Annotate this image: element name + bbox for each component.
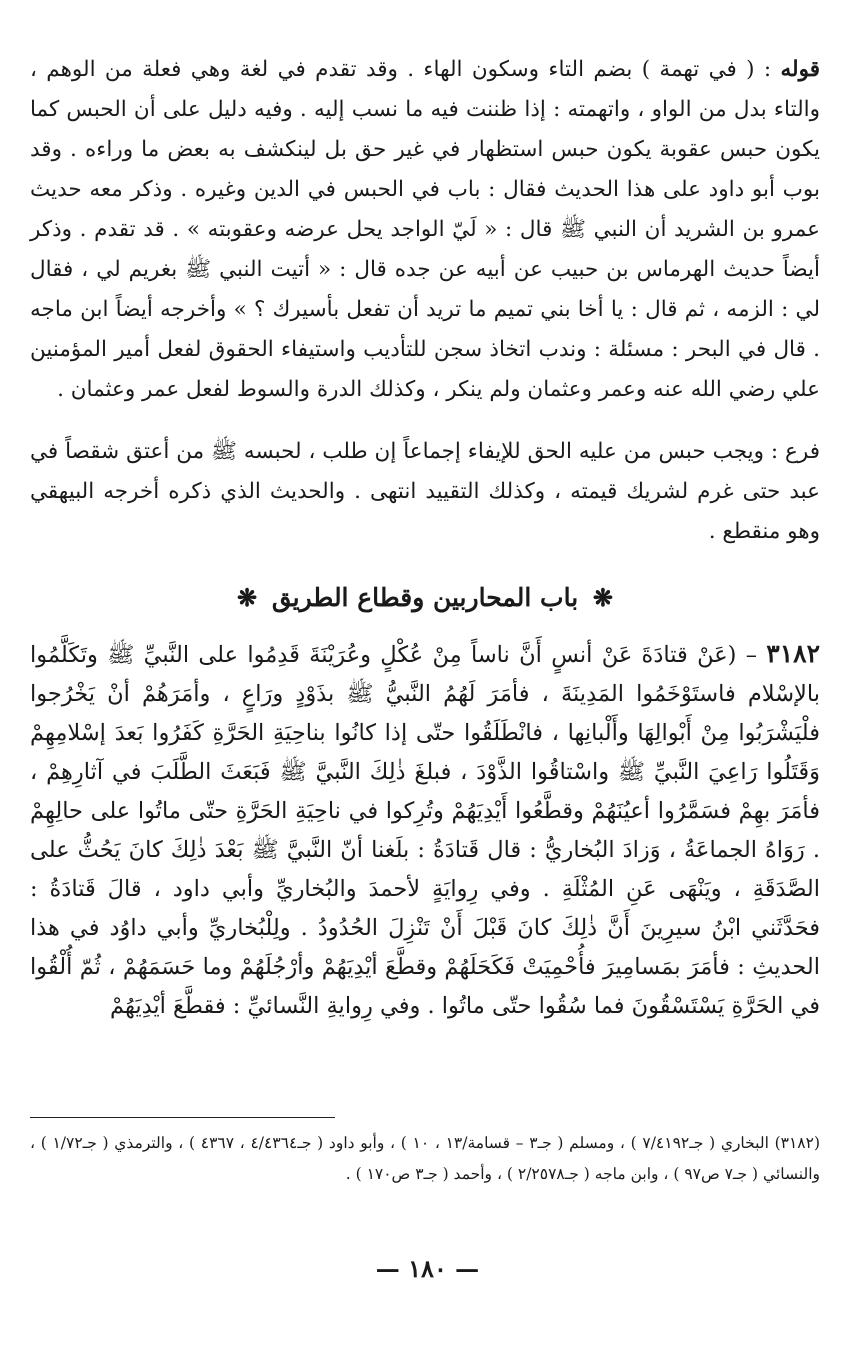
hadith-text: – (عَنْ قتادَةَ عَنْ أنسٍ أَنَّ ناساً مِنْ عُكْلٍ وعُرَيْنَةَ قَدِمُوا على النَّبيِّ ﷺ وتَكَلَّمُوا بالإسْلام فاستَوْخَمُوا المَدِينَةَ ، فأمَرَ لَهُمُ النَّبيُّ ﷺ بذَوْدٍ ورَاعٍ ، وأمَرَهُمْ أنْ يَخْرُجوا فلْيَشْرَبُوا مِنْ أَبْوالِهَا وأَلْبانِها ، فانْطَلَقُوا حتّى إذا كانُوا بناحِيَةِ الحَرَّةِ كَفَرُوا بَعدَ إسْلامِهِمْ وَقَتَلُوا رَاعِيَ النَّبيِّ ﷺ واسْتاقُوا الذَّوْدَ ، فبلغَ ذٰلِكَ النَّبيَّ ﷺ فَبَعَثَ الطَّلَبَ في آثارِهِمْ ، فأمَرَ بهِمْ فسَمَّرُوا أعيُنَهُمْ وقطَّعُوا أَيْدِيَهُمْ وتُرِكوا في ناحِيَةِ الحَرَّةِ حتّى ماتُوا على حالِهِمْ . رَوَاهُ الجماعَةُ ، وَزادَ البُخاريُّ : قال قَتادَةُ : بلَغنا أنّ النَّبيَّ ﷺ بَعْدَ ذٰلِكَ كانَ يَحُثُّ على الصَّدَقَةِ ، ويَنْهَى عَنِ المُثْلَةِ . وفي رِوايَةٍ لأحمدَ والبُخاريِّ وأبي داود ، قالَ قَتادَةُ : فحَدَّثَني ابْنُ سيرِينَ أَنَّ ذٰلِكَ كانَ قَبْلَ أَنْ تَنْزِلَ الحُدُودُ . ولِلْبُخاريِّ وأبي داوُد في هذا الحديثِ : فأمَرَ بمَسامِيرَ فأُحْمِيَتْ فَكَحَلَهُمْ وقطَّعَ أيْدِيَهُمْ وأرْجُلَهُمْ وما حَسَمَهُمْ ، ثُمّ أُلْقُوا في الحَرَّةِ يَسْتَسْقُونَ فما سُقُوا حتّى ماتُوا . وفي رِوايةِ النَّسائيِّ : فقطَّعَ أيْدِيَهُمْ [30,642,820,1019]
footnote: (٣١٨٢) البخاري ( جـ٧/٤١٩٢ ) ، ومسلم ( جـ٣ – قسامة/١٣ ، ١٠ ) ، وأبو داود ( جـ٤/٤٣٦٤ ، ٤٣٦٧ ) ، والترمذي ( جـ١/٧٢ ) ، والنسائي ( جـ٧ ص٩٧ ) ، وابن ماجه ( جـ٢/٢٥٧٨ ) ، وأحمد ( جـ٣ ص١٧٠ ) . [30,1134,820,1183]
star-ornament-icon: ❋ [237,583,258,612]
commentary-text: : ( في تهمة ) بضم التاء وسكون الهاء . وقد تقدم في لغة وهي فعلة من الوهم ، والتاء بدل من الواو ، واتهمته : إذا ظننت فيه ما نسب إليه . وفيه دليل على أن الحبس كما يكون حبس عقوبة يكون حبس استظهار في غير حق بل لينكشف به بعض ما وراءه . وقد بوب أبو داود على هذا الحديث فقال : باب في الحبس في الدين وغيره . وذكر معه حديث عمرو بن الشريد أن النبي ﷺ قال : « لَيّ الواجد يحل عرضه وعقوبته » . قد تقدم . وذكر أيضاً حديث الهرماس بن حبيب عن أبيه عن جده قال : « أتيت النبي ﷺ بغريم لي ، فقال لي : الزمه ، ثم قال : يا أخا بني تميم ما تريد أن تفعل بأسيرك ؟ » وأخرجه أيضاً ابن ماجه . قال في البحر : مسئلة : وندب اتخاذ سجن للتأديب واستيفاء الحقوق لفعل أمير المؤمنين علي رضي الله عنه وعمر وعثمان ولم ينكر ، وكذلك الدرة والسوط لفعل عمر وعثمان . [30,57,820,402]
star-ornament-icon: ❋ [592,583,613,612]
lead-word: قوله [780,57,820,82]
far-paragraph: فرع : ويجب حبس من عليه الحق للإيفاء إجماعاً إن طلب ، لحبسه ﷺ من أعتق شقصاً في عبد حتى غرم لشريك قيمته ، وكذلك التقييد انتهى . والحديث الذي ذكره أخرجه البيهقي وهو منقطع . [30,439,820,544]
commentary-paragraph [30,50,820,410]
page-body [30,50,820,1026]
chapter-heading [30,580,820,616]
hadith-paragraph [30,634,820,1026]
paragraph-gap [30,410,820,432]
hadith-number: ٣١٨٢ [766,639,820,668]
footnote-divider [30,1117,335,1118]
chapter-title: باب المحاربين وقطاع الطريق [271,583,579,612]
page-number: — ١٨٠ — [375,1254,480,1283]
